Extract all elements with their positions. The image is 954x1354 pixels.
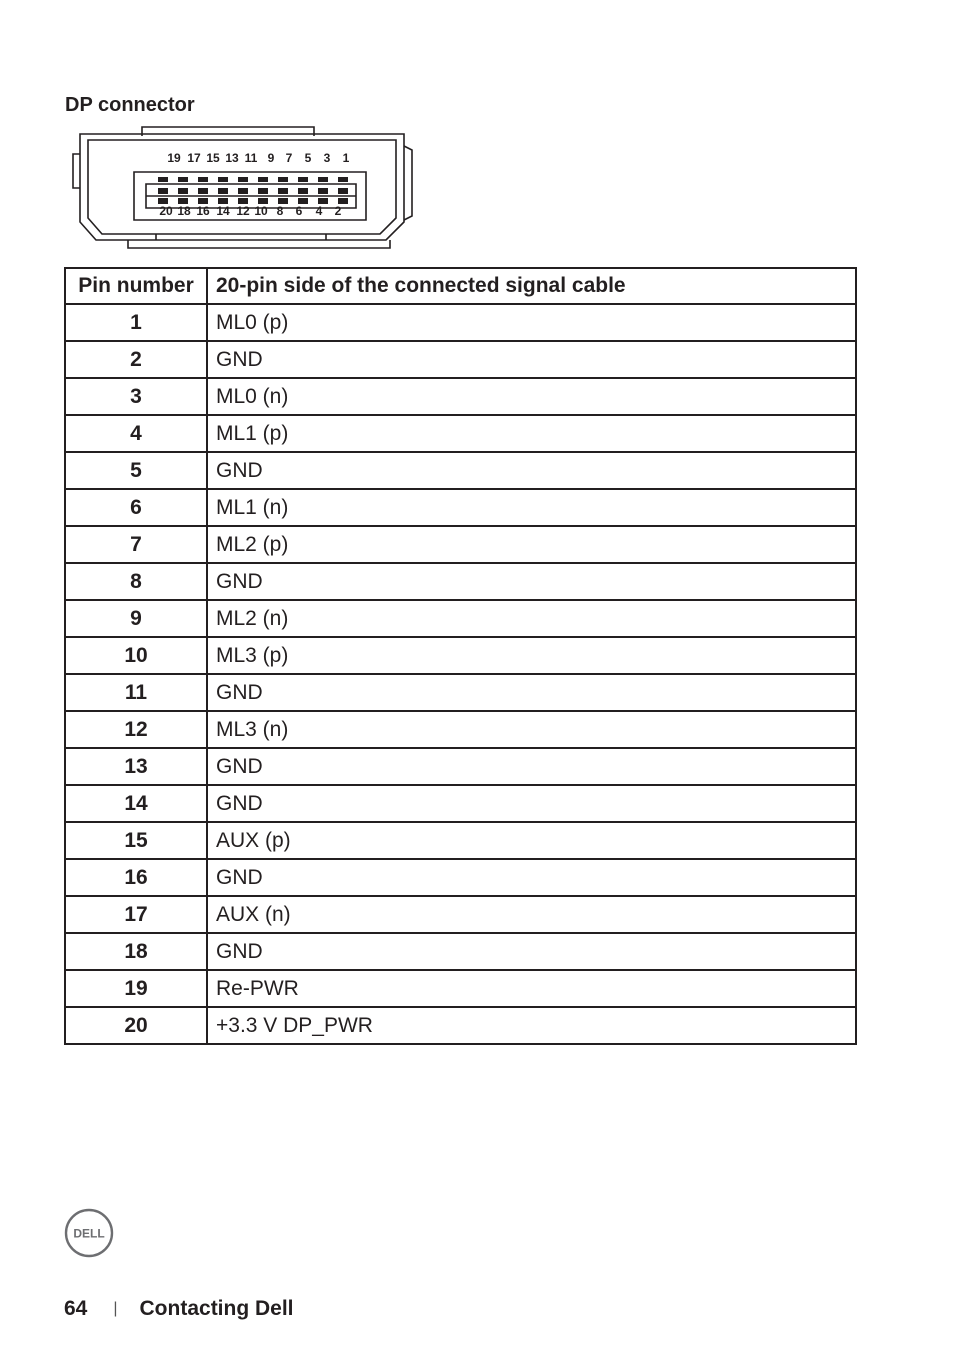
table-row [65,896,856,933]
dell-logo-icon [64,1208,114,1258]
pin-number-cell: 2 [65,341,207,378]
pin-label-bottom: 16 [196,204,210,218]
table-row [65,785,856,822]
table-row [65,674,856,711]
page-number: 64 [64,1297,88,1320]
pin-assignment-table [64,267,857,1045]
pin-label-top: 9 [267,151,275,165]
pin-number-cell: 18 [65,933,207,970]
table-row [65,489,856,526]
pin-label-top: 7 [285,151,293,165]
table-row [65,637,856,674]
table-row [65,1007,856,1044]
signal-cell: GND [207,452,856,489]
table-row [65,748,856,785]
dp-connector-diagram [68,124,416,252]
signal-cell: ML0 (n) [207,378,856,415]
table-row [65,304,856,341]
pin-number-cell: 12 [65,711,207,748]
pin-label-bottom: 8 [276,204,284,218]
pin-label-top: 15 [206,151,220,165]
signal-cell: GND [207,674,856,711]
pin-label-top: 17 [187,151,201,165]
pin-number-cell: 13 [65,748,207,785]
pin-label-top: 11 [244,151,258,165]
pin-label-bottom: 2 [334,204,342,218]
table-row [65,970,856,1007]
pin-number-cell: 16 [65,859,207,896]
pin-number-cell: 14 [65,785,207,822]
table-row [65,452,856,489]
pin-number-cell: 6 [65,489,207,526]
signal-cell: ML2 (p) [207,526,856,563]
pin-label-top: 3 [323,151,331,165]
signal-cell: ML1 (n) [207,489,856,526]
signal-cell: GND [207,933,856,970]
pin-number-cell: 7 [65,526,207,563]
pin-label-bottom: 10 [254,204,268,218]
section-title: DP connector [65,94,195,116]
table-row [65,859,856,896]
pin-label-bottom: 6 [295,204,303,218]
table-row [65,526,856,563]
table-row [65,822,856,859]
signal-cell: AUX (n) [207,896,856,933]
table-header-row [65,268,856,304]
signal-cell: GND [207,859,856,896]
column-header-pin-number: Pin number [65,268,207,304]
table-row [65,378,856,415]
pin-number-cell: 15 [65,822,207,859]
pin-label-bottom: 20 [159,204,173,218]
column-header-signal: 20-pin side of the connected signal cable [207,268,856,304]
footer-section-title: Contacting Dell [139,1297,294,1320]
signal-cell: +3.3 V DP_PWR [207,1007,856,1044]
logo-text: DELL [73,1226,105,1241]
pin-label-top: 1 [342,151,350,165]
pin-number-cell: 4 [65,415,207,452]
table-row [65,341,856,378]
signal-cell: GND [207,748,856,785]
pin-label-bottom: 4 [315,204,323,218]
pin-number-cell: 1 [65,304,207,341]
table-row [65,415,856,452]
page-footer [64,1297,294,1321]
pin-number-cell: 10 [65,637,207,674]
table-row [65,600,856,637]
signal-cell: ML3 (p) [207,637,856,674]
signal-cell: GND [207,341,856,378]
signal-cell: Re-PWR [207,970,856,1007]
signal-cell: ML2 (n) [207,600,856,637]
table-row [65,933,856,970]
pin-number-cell: 9 [65,600,207,637]
pin-number-cell: 20 [65,1007,207,1044]
signal-cell: GND [207,785,856,822]
signal-cell: GND [207,563,856,600]
pin-label-top: 13 [225,151,239,165]
footer-separator: | [113,1300,118,1317]
signal-cell: ML3 (n) [207,711,856,748]
signal-cell: ML1 (p) [207,415,856,452]
pin-label-bottom: 14 [216,204,230,218]
pin-number-cell: 17 [65,896,207,933]
pin-number-cell: 8 [65,563,207,600]
pin-label-bottom: 12 [236,204,250,218]
signal-cell: AUX (p) [207,822,856,859]
pin-number-cell: 3 [65,378,207,415]
table-row [65,711,856,748]
pin-label-top: 19 [167,151,181,165]
pin-label-top: 5 [304,151,312,165]
signal-cell: ML0 (p) [207,304,856,341]
pin-number-cell: 19 [65,970,207,1007]
table-row [65,563,856,600]
pin-label-bottom: 18 [177,204,191,218]
pin-number-cell: 11 [65,674,207,711]
pin-number-cell: 5 [65,452,207,489]
